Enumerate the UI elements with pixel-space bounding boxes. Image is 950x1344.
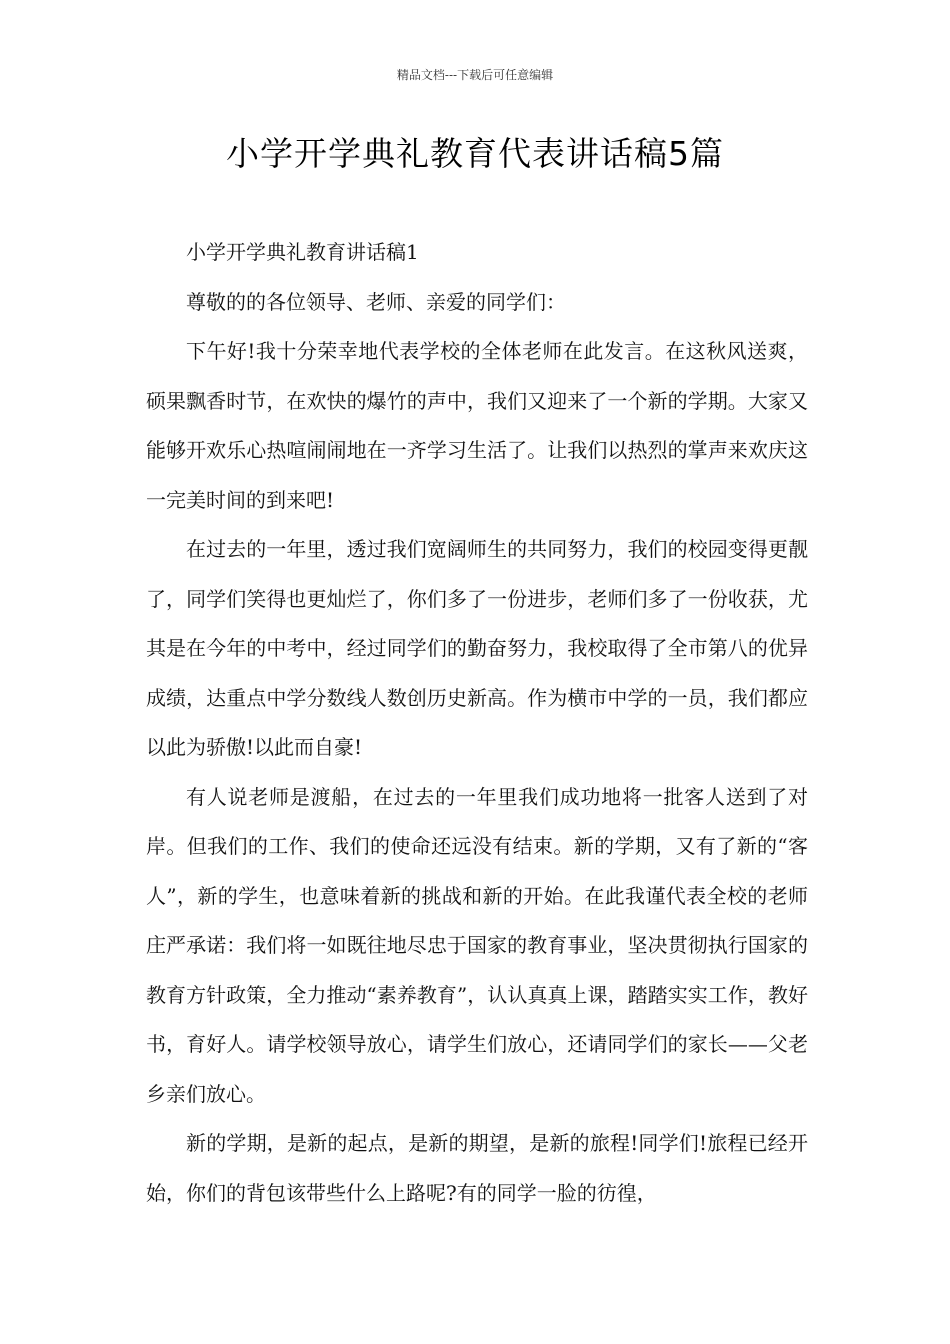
document-title: 小学开学典礼教育代表讲话稿5篇 xyxy=(226,134,724,173)
paragraph: 有人说老师是渡船，在过去的一年里我们成功地将一批客人送到了对岸。但我们的工作、我们的使命还远没有结束。新的学期，又有了新的“客人”，新的学生，也意味着新的挑战和新的开始。在此我谨代表全校的老师庄严承诺：我们将一如既往地尽忠于国家的教育事业，坚决贯彻执行国家的教育方针政策，全力推动“素养教育”，认认真真上课，踏踏实实工作，教好书，育好人。请学校领导放心，请学生们放心，还请同学们的家长——父老乡亲们放心。 xyxy=(146,784,808,1106)
section-heading: 小学开学典礼教育讲话稿1 xyxy=(186,240,419,264)
paragraph: 在过去的一年里，透过我们宽阔师生的共同努力，我们的校园变得更靓了，同学们笑得也更灿烂了，你们多了一份进步，老师们多了一份收获，尤其是在今年的中考中，经过同学们的勤奋努力，我校取得了全市第八的优异成绩，达重点中学分数线人数创历史新高。作为横市中学的一员，我们都应以此为骄傲!以此而自豪! xyxy=(146,537,808,759)
paragraph: 下午好!我十分荣幸地代表学校的全体老师在此发言。在这秋风送爽，硕果飘香时节，在欢快的爆竹的声中，我们又迎来了一个新的学期。大家又能够开欢乐心热喧闹闹地在一齐学习生活了。让我们以热烈的掌声来欢庆这一完美时间的到来吧! xyxy=(146,339,808,512)
paragraph: 新的学期，是新的起点，是新的期望，是新的旅程!同学们!旅程已经开始，你们的背包该带些什么上路呢?有的同学一脸的彷徨， xyxy=(146,1131,808,1205)
header-note: 精品文档---下载后可任意编辑 xyxy=(396,68,554,82)
salutation: 尊敬的的各位领导、老师、亲爱的同学们： xyxy=(186,289,566,314)
document-body xyxy=(146,228,808,1218)
